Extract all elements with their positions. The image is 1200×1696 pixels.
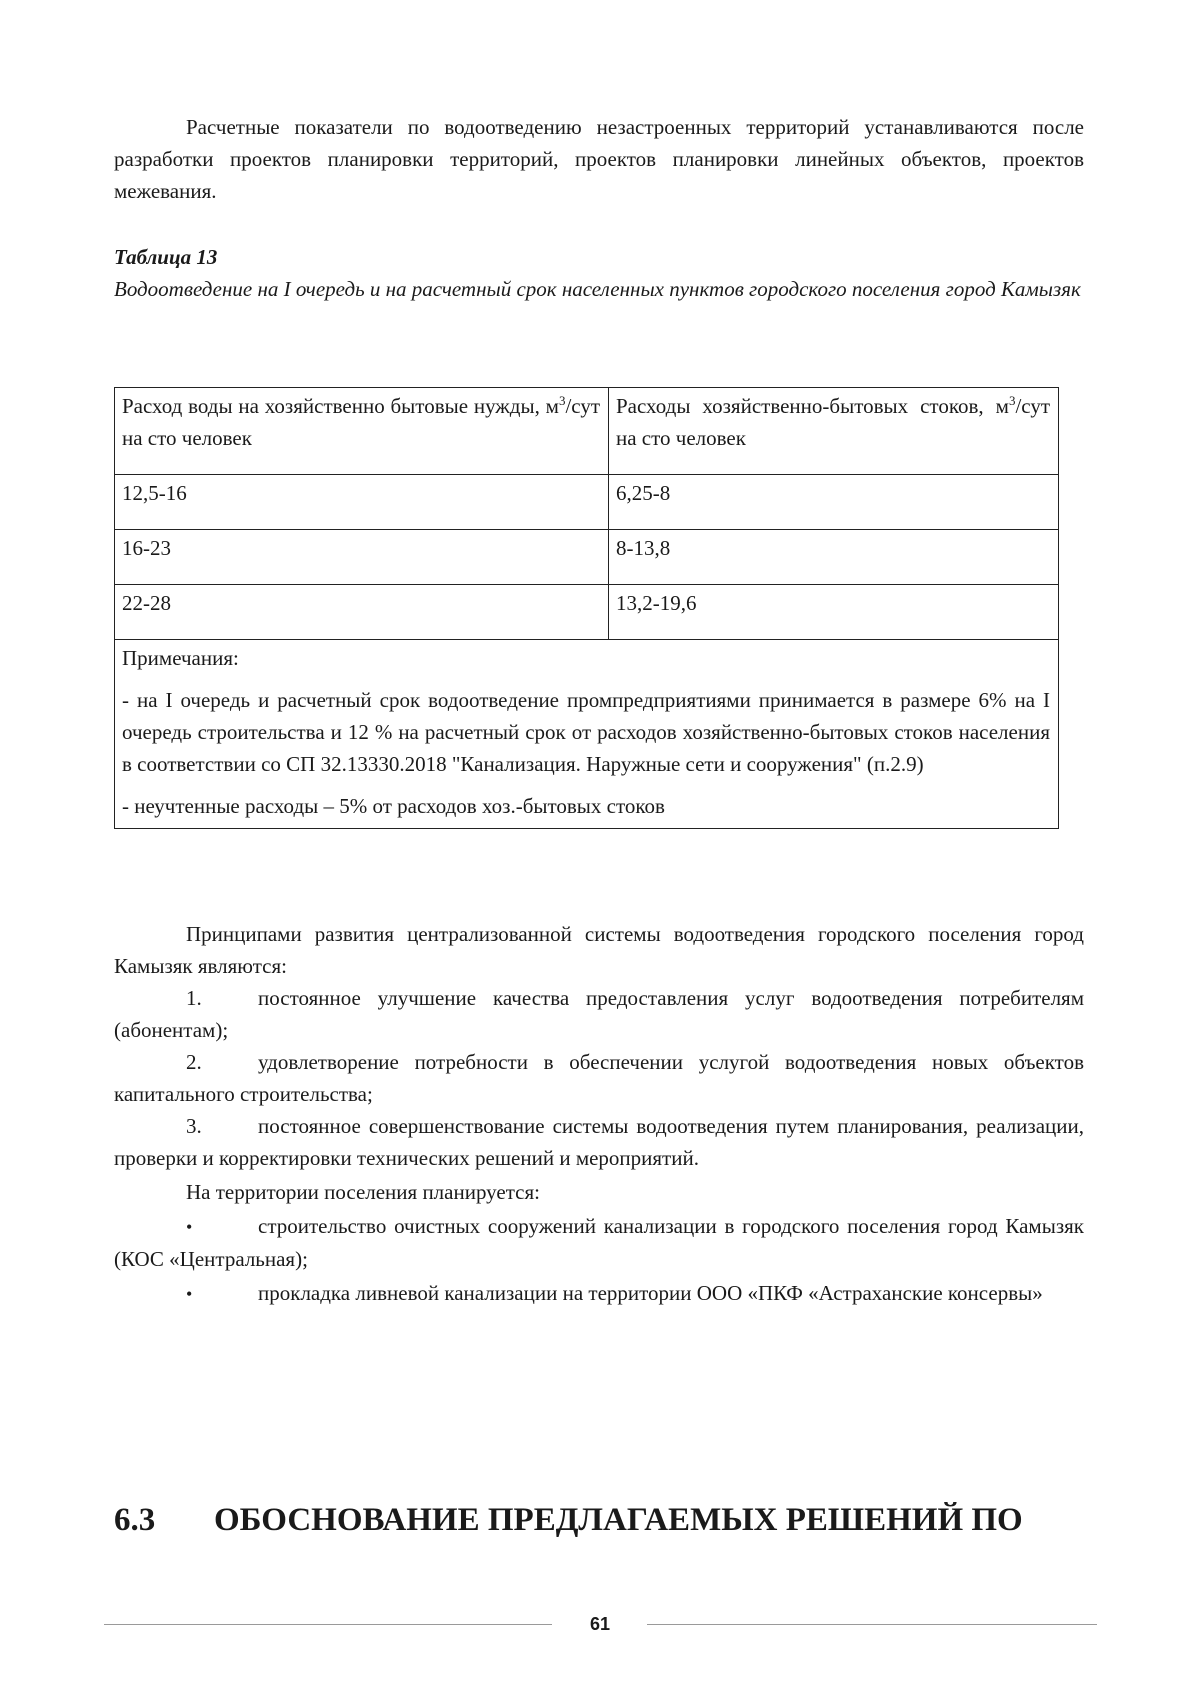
notes-title: Примечания: [122,646,239,670]
principles-intro: Принципами развития централизованной системы водоотведения городского поселения город Камызяк являются: [114,922,1084,978]
cell-water: 16-23 [115,530,609,585]
table-row [115,475,1059,530]
header-cell-water-consumption: Расход воды на хозяйственно бытовые нужды, $м^3$/сут на сто человек [115,388,609,475]
note-item: - на I очередь и расчетный срок водоотведение промпредприятиями принимается в размере 6% на I очередь строительства и 12 % на расчетный срок от расходов хозяйственно-бытовых стоков населения в соответствии со СП 32.13330.2018 "Канализация. Наружные сети и сооружения" (п.2.9) [122,688,1050,776]
principle-item: 3. постоянное совершенствование системы водоотведения путем планирования, реализации, проверки и корректировки технических решений и мероприятий. [114,1114,1084,1170]
planned-item: • строительство очистных сооружений канализации в городского поселения город Камызяк (КОС «Центральная); [114,1210,1084,1275]
bullet-icon: • [186,1284,193,1304]
cell-sewage: 13,2-19,6 [609,585,1059,640]
principle-item: 1. постоянное улучшение качества предоставления услуг водоотведения потребителям (абонентам); [114,986,1084,1042]
intro-paragraph: Расчетные показатели по водоотведению незастроенных территорий устанавливаются после разработки проектов планировки территорий, проектов планировки линейных объектов, проектов межевания. [114,115,1084,203]
table-number: Таблица 13 [114,245,218,269]
footer-rule-right [647,1624,1097,1625]
section-title: ОБОСНОВАНИЕ ПРЕДЛАГАЕМЫХ РЕШЕНИЙ ПО [214,1502,1023,1538]
planned-intro: На территории поселения планируется: [186,1180,540,1204]
table-row [115,585,1059,640]
table-notes-cell [115,640,1059,829]
cell-sewage: 6,25-8 [609,475,1059,530]
cell-water: 12,5-16 [115,475,609,530]
intro-paragraph-block [114,111,1084,207]
principles-block [114,918,1084,1310]
cell-sewage: 8-13,8 [609,530,1059,585]
header-cell-sewage-flow: Расходы хозяйственно-бытовых стоков, $м^3$/сут на сто человек [609,388,1059,475]
section-heading [114,1500,1023,1540]
planned-item: • прокладка ливневой канализации на территории ООО «ПКФ «Астраханские консервы» [114,1277,1084,1310]
table-title: Водоотведение на I очередь и на расчетный срок населенных пунктов городского поселения город Камызяк [114,277,1081,301]
section-number: 6.3 [114,1502,156,1538]
footer-rule-left [104,1624,552,1625]
cell-water: 22-28 [115,585,609,640]
principle-item: 2. удовлетворение потребности в обеспечении услугой водоотведения новых объектов капитального строительства; [114,1050,1084,1106]
table-row [115,530,1059,585]
wastewater-table [114,387,1059,829]
table-header-row [115,388,1059,475]
bullet-icon: • [186,1217,193,1237]
note-item: - неучтенные расходы – 5% от расходов хоз.-бытовых стоков [122,794,665,818]
page-number: 61 [589,1614,611,1634]
table-notes-row [115,640,1059,829]
table-caption [114,241,1084,305]
